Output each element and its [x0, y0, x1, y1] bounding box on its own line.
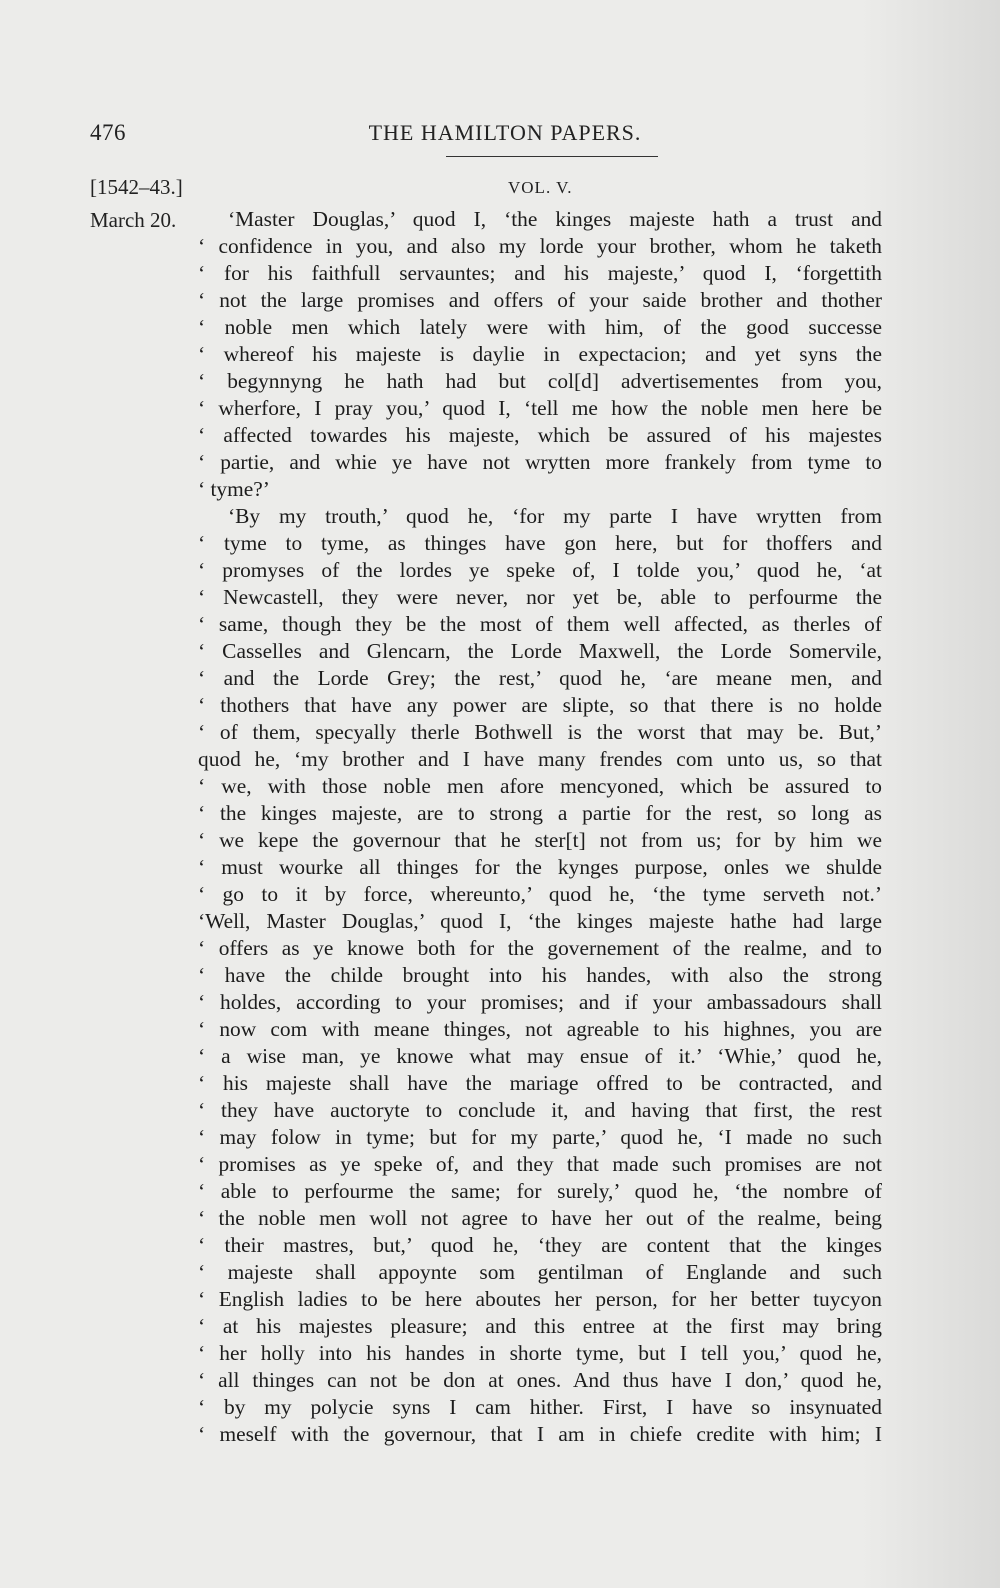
text-line: ‘ may folow in tyme; but for my parte,’ quod he, ‘I made no such — [198, 1125, 882, 1149]
text-line: ‘ able to perfourme the same; for surely,’ quod he, ‘the nombre of — [198, 1179, 882, 1203]
text-line: ‘ wherfore, I pray you,’ quod I, ‘tell me how the noble men here be — [198, 396, 882, 420]
text-line: ‘ have the childe brought into his handes, with also the strong — [198, 963, 882, 987]
text-line: ‘ offers as ye knowe both for the governement of the realme, and to — [198, 936, 882, 960]
text-line: ‘ promises as ye speke of, and they that made such promises are not — [198, 1152, 882, 1176]
text-line: ‘ Casselles and Glencarn, the Lorde Maxwell, the Lorde Somervile, — [198, 639, 882, 663]
text-line: ‘ go to it by force, whereunto,’ quod he, ‘the tyme serveth not.’ — [198, 882, 882, 906]
text-line: ‘ the noble men woll not agree to have her out of the realme, being — [198, 1206, 882, 1230]
text-line: ‘ holdes, according to your promises; and if your ambassadours shall — [198, 990, 882, 1014]
text-line: ‘ and the Lorde Grey; the rest,’ quod he, ‘are meane men, and — [198, 666, 882, 690]
running-title: THE HAMILTON PAPERS. — [368, 120, 642, 145]
text-line: ‘ noble men which lately were with him, of the good successe — [198, 315, 882, 339]
text-line: ‘ of them, specyally therle Bothwell is the worst that may be. But,’ — [198, 720, 882, 744]
text-line: ‘ begynnyng he hath had but col[d] advertisementes from you, — [198, 369, 882, 393]
date-range: [1542–43.] — [90, 175, 183, 199]
text-line: ‘ his majeste shall have the mariage offred to be contracted, and — [198, 1071, 882, 1095]
text-line: ‘By my trouth,’ quod he, ‘for my parte I have wrytten from — [228, 504, 882, 528]
volume-label: VOL. V. — [508, 178, 573, 197]
text-line: ‘Master Douglas,’ quod I, ‘the kinges majeste hath a trust and — [228, 207, 882, 231]
text-line: ‘ Newcastell, they were never, nor yet be, able to perfourme the — [198, 585, 882, 609]
text-line: quod he, ‘my brother and I have many frendes com unto us, so that — [198, 747, 882, 771]
text-line: ‘ whereof his majeste is daylie in expectacion; and yet syns the — [198, 342, 882, 366]
text-line: ‘ promyses of the lordes ye speke of, I tolde you,’ quod he, ‘at — [198, 558, 882, 582]
text-line: ‘ we kepe the governour that he ster[t] not from us; for by him we — [198, 828, 882, 852]
text-line: ‘ confidence in you, and also my lorde your brother, whom he taketh — [198, 234, 882, 258]
text-line: ‘ the kinges majeste, are to strong a partie for the rest, so long as — [198, 801, 882, 825]
text-line: ‘ all thinges can not be don at ones. And thus have I don,’ quod he, — [198, 1368, 882, 1392]
text-line: ‘ tyme to tyme, as thinges have gon here, but for thoffers and — [198, 531, 882, 555]
text-line: ‘ their mastres, but,’ quod he, ‘they are content that the kinges — [198, 1233, 882, 1257]
text-line: ‘ English ladies to be here aboutes her person, for her better tuycyon — [198, 1287, 882, 1311]
text-line: ‘ same, though they be the most of them well affected, as therles of — [198, 612, 882, 636]
text-line: ‘ not the large promises and offers of your saide brother and thother — [198, 288, 882, 312]
text-line: ‘ must wourke all thinges for the kynges purpose, onles we shulde — [198, 855, 882, 879]
text-line: ‘ now com with meane thinges, not agreable to his highnes, you are — [198, 1017, 882, 1041]
text-line: ‘ thothers that have any power are slipte, so that there is no holde — [198, 693, 882, 717]
body-text — [198, 206, 882, 1448]
page-header — [90, 120, 880, 160]
text-line: ‘ her holly into his handes in shorte tyme, but I tell you,’ quod he, — [198, 1341, 882, 1365]
page-number: 476 — [90, 120, 126, 145]
text-line: ‘ majeste shall appoynte som gentilman of Englande and such — [198, 1260, 882, 1284]
text-line: ‘ tyme?’ — [198, 477, 270, 501]
text-line: ‘Well, Master Douglas,’ quod I, ‘the kinges majeste hathe had large — [198, 909, 882, 933]
text-line: ‘ at his majestes pleasure; and this entree at the first may bring — [198, 1314, 882, 1338]
text-line: ‘ meself with the governour, that I am in chiefe credite with him; I — [198, 1422, 882, 1446]
text-line: ‘ for his faithfull servauntes; and his majeste,’ quod I, ‘forgettith — [198, 261, 882, 285]
text-line: ‘ affected towardes his majeste, which be assured of his majestes — [198, 423, 882, 447]
text-line: ‘ they have auctoryte to conclude it, and having that first, the rest — [198, 1098, 882, 1122]
title-rule — [446, 156, 658, 157]
text-line: ‘ by my polycie syns I cam hither. First, I have so insynuated — [198, 1395, 882, 1419]
margin-date: March 20. — [90, 208, 177, 232]
text-line: ‘ partie, and whie ye have not wrytten more frankely from tyme to — [198, 450, 882, 474]
text-line: ‘ we, with those noble men afore mencyoned, which be assured to — [198, 774, 882, 798]
text-line: ‘ a wise man, ye knowe what may ensue of it.’ ‘Whie,’ quod he, — [198, 1044, 882, 1068]
